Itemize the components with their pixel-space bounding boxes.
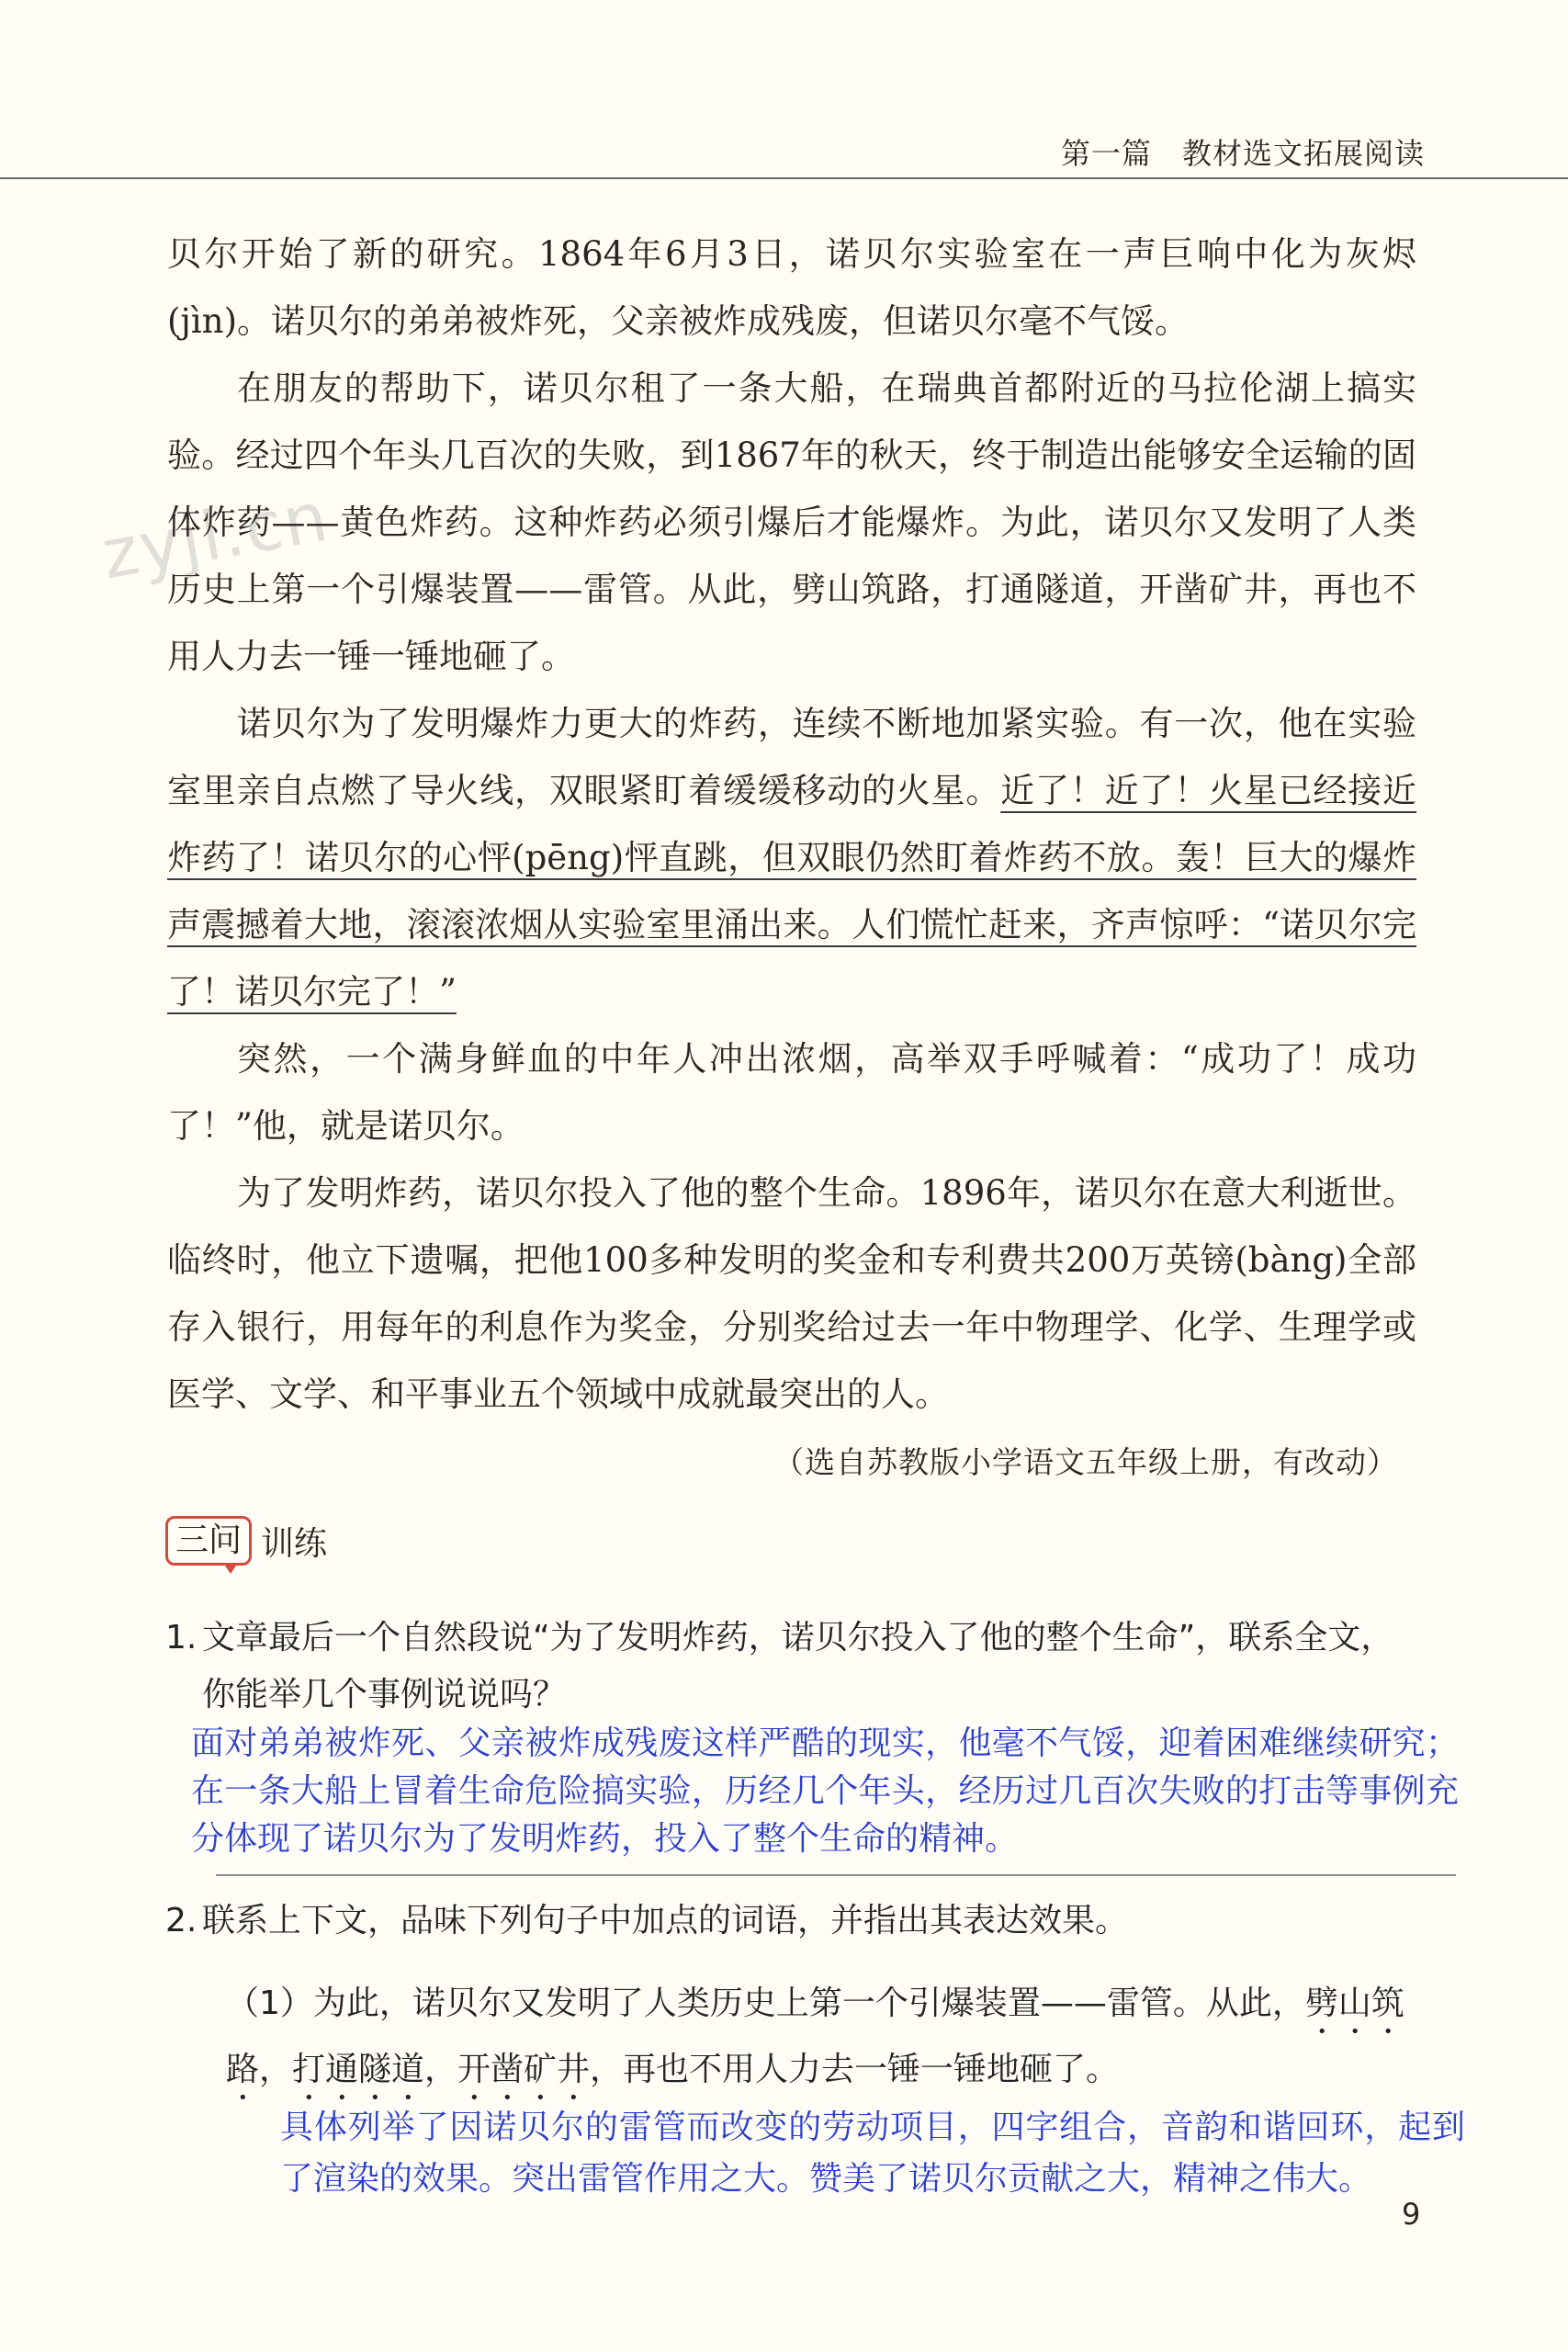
answer-1: 面对弟弟被炸死、父亲被炸成残废这样严酷的现实，他毫不气馁，迎着困难继续研究；在一条大船上冒着生命危险搞实验，历经几个年头，经历过几百次失败的打击等事例充分体现了诺贝尔为了发明炸药，投入了整个生命的精神。 [191, 1724, 1459, 1858]
running-header: 第一篇 教材选文拓展阅读 [1061, 136, 1426, 171]
section-title: 训练 [261, 1524, 328, 1563]
question-2-text: 联系上下文，品味下列句子中加点的词语，并指出其表达效果。 [202, 1902, 1129, 1939]
watermark: zyjl.cn [96, 477, 335, 595]
story-paragraph-1: 贝尔开始了新的研究。1864年6月3日，诺贝尔实验室在一声巨响中化为灰烬(jìn)。诺贝尔的弟弟被炸死，父亲被炸成残废，但诺贝尔毫不气馁。 [167, 234, 1416, 341]
page-number: 9 [1402, 2197, 1421, 2232]
question-1 [165, 1610, 1424, 1724]
section-badge: 三问 [165, 1516, 252, 1566]
story-paragraph-3 [167, 690, 1416, 1025]
story-text [167, 220, 1416, 1482]
header-rule [0, 177, 1568, 179]
source-citation: （选自苏教版小学语文五年级上册，有改动） [773, 1444, 1398, 1480]
story-paragraph-3-plain: 诺贝尔为了发明爆炸力更大的炸药，连续不断地加紧实验。有一次，他在实验室里亲自点燃了导火线，双眼紧盯着缓缓移动的火星。 [167, 704, 1416, 810]
story-paragraph-5: 为了发明炸药，诺贝尔投入了他的整个生命。1896年，诺贝尔在意大利逝世。临终时，他立下遗嘱，把他100多种发明的奖金和专利费共200万英镑(bàng)全部存入银行，用每年的利息作为奖金，分别奖给过去一年中物理学、化学、生理学或医学、文学、和平事业五个领域中成就最突出的人。 [167, 1173, 1416, 1414]
section-heading [165, 1516, 327, 1566]
story-paragraph-4: 突然，一个满身鲜血的中年人冲出浓烟，高举双手呼喊着：“成功了！成功了！”他，就是诺贝尔。 [167, 1039, 1416, 1146]
question-2-sub-1-text-a: 为此，诺贝尔又发明了人类历史上第一个引爆装置——雷管。从此， [312, 1984, 1305, 2022]
question-1-number: 1. [165, 1619, 197, 1657]
question-2-sub-1-dotted: 劈山筑路，打通隧道，开凿矿井 [226, 1984, 1404, 2088]
question-2 [165, 1893, 1424, 1950]
question-1-text: 文章最后一个自然段说“为了发明炸药，诺贝尔投入了他的整个生命”，联系全文，你能举几个事例说说吗？ [202, 1619, 1394, 1713]
answer-1-rule [216, 1874, 1456, 1876]
question-2-sub-1 [226, 1975, 1420, 2108]
question-2-sub-1-number: （1） [226, 1984, 313, 2022]
question-2-sub-1-text-b: ，再也不用人力去一锤一锤地砸了。 [590, 2051, 1120, 2088]
answer-2-1: 具体列举了因诺贝尔的雷管而改变的劳动项目，四字组合，音韵和谐回环，起到了渲染的效果。突出雷管作用之大。赞美了诺贝尔贡献之大，精神之伟大。 [280, 2109, 1465, 2198]
story-paragraph-3-underlined: 近了！近了！火星已经接近炸药了！诺贝尔的心怦(pēng)怦直跳，但双眼仍然盯着炸药不放。轰！巨大的爆炸声震撼着大地，滚滚浓烟从实验室里涌出来。人们慌忙赶来，齐声惊呼：“诺贝尔完了！诺贝尔完了！” [167, 771, 1417, 1012]
story-paragraph-2: 在朋友的帮助下，诺贝尔租了一条大船，在瑞典首都附近的马拉伦湖上搞实验。经过四个年头几百次的失败，到1867年的秋天，终于制造出能够安全运输的固体炸药——黄色炸药。这种炸药必须引爆后才能爆炸。为此，诺贝尔又发明了人类历史上第一个引爆装置——雷管。从此，劈山筑路，打通隧道，开凿矿井，再也不用人力去一锤一锤地砸了。 [167, 368, 1416, 676]
question-2-number: 2. [165, 1902, 197, 1939]
